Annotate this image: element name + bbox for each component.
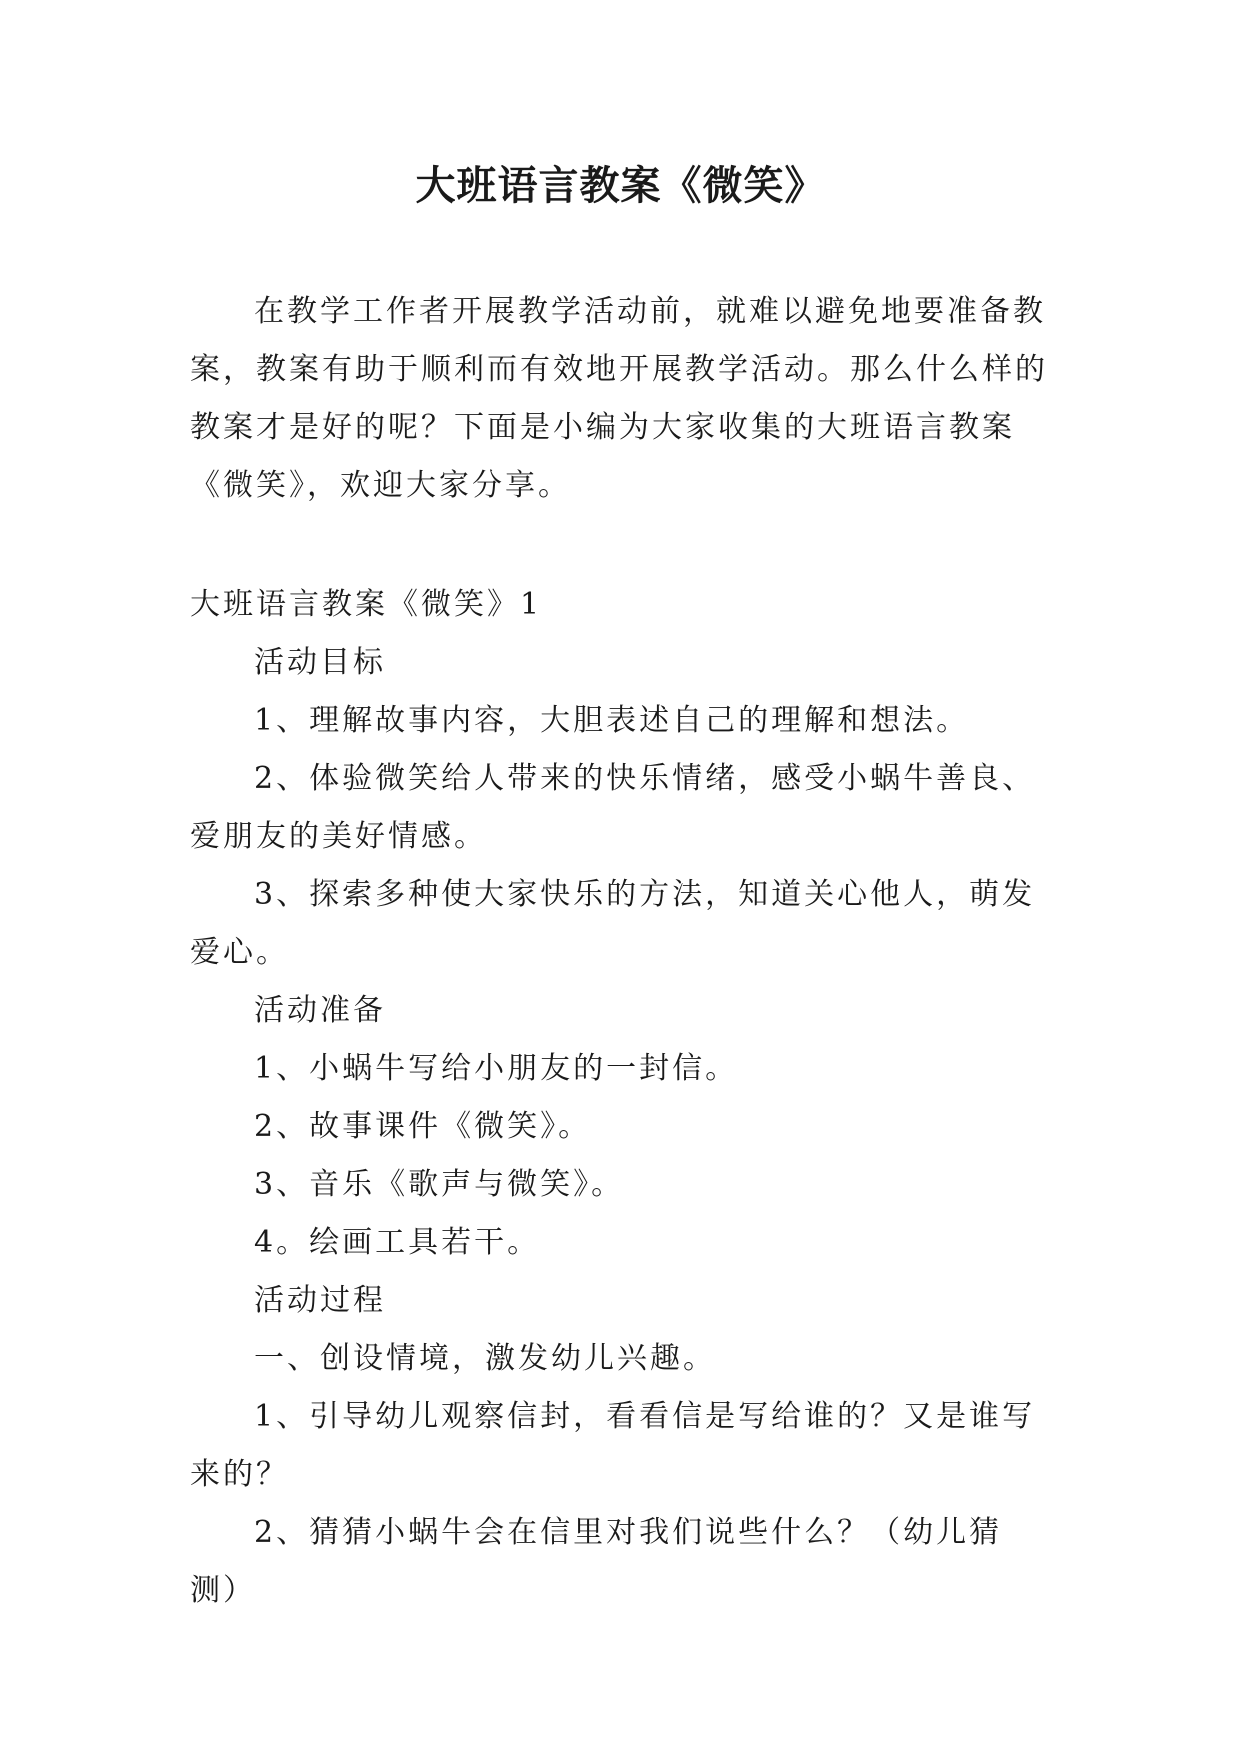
section-heading: 大班语言教案《微笑》1 [190,587,543,622]
process-item-1: 1、引导幼儿观察信封，看看信是写给谁的？又是谁写来的？ [190,1399,1036,1492]
prep-item-2: 2、故事课件《微笑》。 [254,1109,592,1144]
prep-item-3: 3、音乐《歌声与微笑》。 [254,1167,625,1202]
process-item-2: 2、猜猜小蜗牛会在信里对我们说些什么？（幼儿猜测） [190,1515,1003,1608]
goal-item-3: 3、探索多种使大家快乐的方法，知道关心他人，萌发爱心。 [190,877,1036,970]
process-step-1: 一、创设情境，激发幼儿兴趣。 [254,1341,716,1376]
goal-item-2: 2、体验微笑给人带来的快乐情绪，感受小蜗牛善良、爱朋友的美好情感。 [190,761,1036,854]
subheading-activity-process: 活动过程 [254,1283,386,1318]
prep-item-4: 4。绘画工具若干。 [254,1225,541,1260]
document-title: 大班语言教案《微笑》 [415,163,826,209]
intro-paragraph: 在教学工作者开展教学活动前，就难以避免地要准备教案，教案有助于顺利而有效地开展教学活动。那么什么样的教案才是好的呢？下面是小编为大家收集的大班语言教案《微笑》，欢迎大家分享。 [190,294,1048,503]
goal-item-1: 1、理解故事内容，大胆表述自己的理解和想法。 [254,703,970,738]
subheading-activity-preparation: 活动准备 [254,993,386,1028]
subheading-activity-goals: 活动目标 [254,645,386,680]
prep-item-1: 1、小蜗牛写给小朋友的一封信。 [254,1051,739,1086]
document-body [190,576,1050,1620]
